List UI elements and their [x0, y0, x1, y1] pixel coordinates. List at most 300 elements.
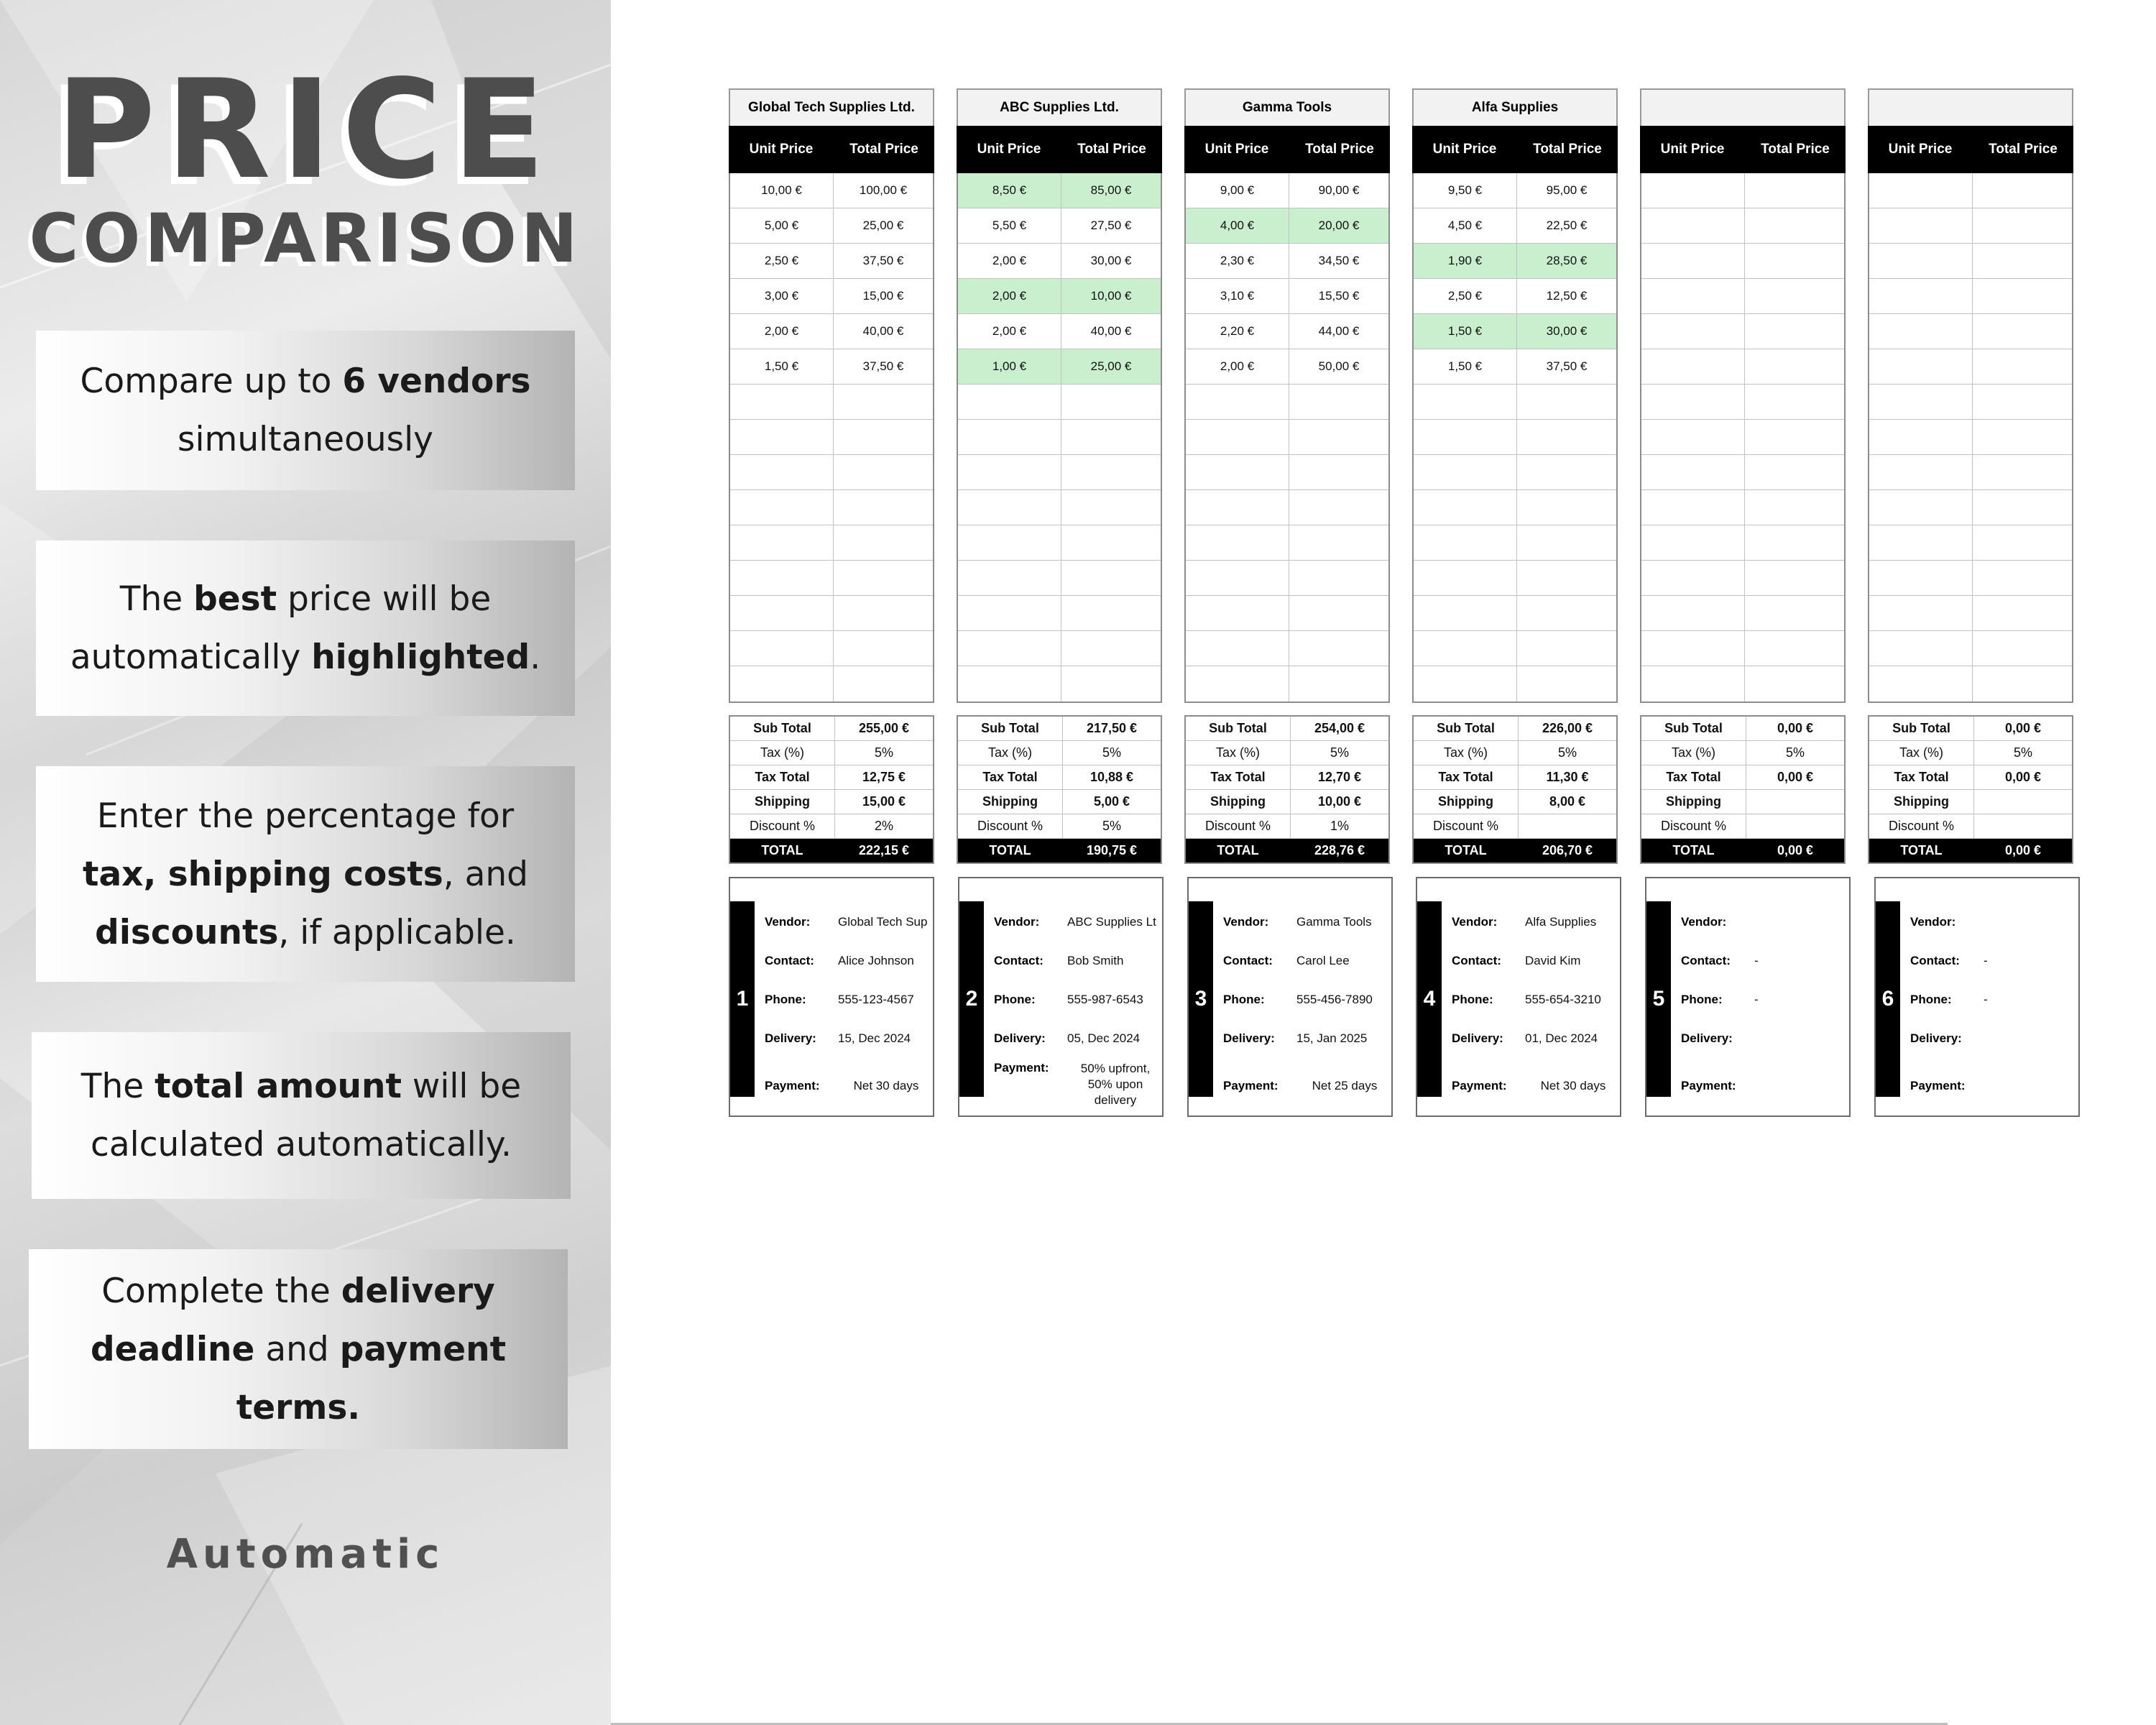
contact-phone-value[interactable]: 555-987-6543: [1067, 993, 1143, 1006]
total-price-cell[interactable]: [1973, 208, 2072, 244]
unit-price-cell[interactable]: [1869, 385, 1973, 420]
total-price-cell[interactable]: [1973, 666, 2072, 702]
vendor-6-name[interactable]: [1868, 88, 2073, 126]
total-price-cell[interactable]: [834, 596, 933, 631]
summary-row-discount: [1869, 814, 2072, 839]
total-price-cell[interactable]: 10,00 €: [1061, 279, 1161, 314]
total-price-cell[interactable]: 30,00 €: [1517, 314, 1616, 349]
total-price-cell[interactable]: 85,00 €: [1061, 173, 1161, 208]
total-price-cell[interactable]: 20,00 €: [1289, 208, 1388, 244]
table-row: [1414, 420, 1616, 455]
contact-delivery-value[interactable]: 15, Jan 2025: [1296, 1031, 1368, 1045]
total-price-cell[interactable]: [1289, 631, 1388, 666]
unit-price-cell[interactable]: [1641, 314, 1745, 349]
total-price-cell[interactable]: [834, 525, 933, 561]
summary-subtotal-value: 255,00 €: [858, 721, 910, 735]
unit-price-cell[interactable]: [730, 525, 834, 561]
unit-price-cell[interactable]: 2,50 €: [1414, 279, 1517, 314]
contact-contact-value[interactable]: -: [1984, 954, 1988, 967]
total-price-cell[interactable]: [1973, 279, 2072, 314]
unit-price-cell[interactable]: [1641, 208, 1745, 244]
summary-discount-value[interactable]: [1974, 814, 2072, 838]
unit-price-cell[interactable]: [730, 420, 834, 455]
unit-price-cell[interactable]: [1414, 666, 1517, 702]
summary-subtotal-label: Sub Total: [1186, 717, 1291, 740]
total-price-cell[interactable]: [1973, 244, 2072, 279]
unit-price-cell[interactable]: [1869, 208, 1973, 244]
unit-price-cell[interactable]: 3,10 €: [1186, 279, 1289, 314]
unit-price-cell[interactable]: [730, 561, 834, 596]
summary-shipping-value[interactable]: [1746, 790, 1844, 814]
total-price-cell[interactable]: [1745, 490, 1844, 525]
total-price-cell[interactable]: [1061, 561, 1161, 596]
unit-price-cell[interactable]: [1869, 631, 1973, 666]
total-price-cell[interactable]: [1289, 385, 1388, 420]
unit-price-cell[interactable]: 10,00 €: [730, 173, 834, 208]
feature-text-bold: highlighted: [311, 638, 530, 677]
total-price-cell[interactable]: [1973, 314, 2072, 349]
total-price-cell[interactable]: 34,50 €: [1289, 244, 1388, 279]
unit-price-cell[interactable]: [1186, 525, 1289, 561]
total-price-cell[interactable]: [1289, 420, 1388, 455]
total-price-cell[interactable]: [1061, 666, 1161, 702]
summary-discount-value[interactable]: 2%: [874, 819, 893, 833]
unit-price-cell[interactable]: [730, 596, 834, 631]
unit-price-cell[interactable]: [1414, 561, 1517, 596]
total-price-cell[interactable]: 25,00 €: [1061, 349, 1161, 385]
summary-shipping-value[interactable]: 5,00 €: [1093, 794, 1130, 809]
contact-contact-value[interactable]: Alice Johnson: [838, 954, 914, 967]
unit-price-cell[interactable]: 1,90 €: [1414, 244, 1517, 279]
unit-price-cell[interactable]: [958, 596, 1061, 631]
summary-tax-value[interactable]: 5%: [1330, 745, 1349, 760]
unit-price-cell[interactable]: [1869, 666, 1973, 702]
unit-price-cell[interactable]: [958, 561, 1061, 596]
unit-price-cell[interactable]: [1641, 490, 1745, 525]
total-price-cell[interactable]: [834, 385, 933, 420]
contact-payment-value[interactable]: Net 25 days: [1312, 1079, 1378, 1092]
summary-row-total: [1869, 839, 2072, 862]
total-price-cell[interactable]: [1973, 525, 2072, 561]
summary-row-subtotal: [730, 717, 933, 741]
unit-price-cell[interactable]: [730, 631, 834, 666]
unit-price-cell[interactable]: [1869, 349, 1973, 385]
summary-row-tax: [1869, 741, 2072, 765]
total-price-cell[interactable]: [1289, 561, 1388, 596]
unit-price-cell[interactable]: 9,00 €: [1186, 173, 1289, 208]
total-price-cell[interactable]: [1517, 561, 1616, 596]
table-row: [730, 490, 933, 525]
contact-row-payment: [1452, 1077, 1621, 1095]
contact-phone-value[interactable]: -: [1754, 993, 1759, 1006]
contact-vendor-value[interactable]: Gamma Tools: [1296, 915, 1372, 929]
contact-delivery-value[interactable]: 15, Dec 2024: [838, 1031, 911, 1045]
total-price-cell[interactable]: [1973, 349, 2072, 385]
unit-price-cell[interactable]: [1641, 666, 1745, 702]
unit-price-cell[interactable]: 5,50 €: [958, 208, 1061, 244]
total-price-cell[interactable]: [1061, 490, 1161, 525]
vendor-2-table: [957, 88, 1162, 703]
summary-shipping-label: Shipping: [730, 790, 835, 814]
total-price-cell[interactable]: [1289, 666, 1388, 702]
unit-price-cell[interactable]: [958, 455, 1061, 490]
unit-price-cell[interactable]: [1641, 631, 1745, 666]
total-price-cell[interactable]: [1289, 490, 1388, 525]
total-price-cell[interactable]: [1517, 631, 1616, 666]
summary-tax-value[interactable]: 5%: [874, 745, 893, 760]
unit-price-header: Unit Price: [1432, 142, 1497, 157]
total-price-cell[interactable]: [1517, 666, 1616, 702]
summary-discount-value[interactable]: [1746, 814, 1844, 838]
unit-price-cell[interactable]: [958, 666, 1061, 702]
unit-price-cell[interactable]: [1641, 561, 1745, 596]
unit-price-cell[interactable]: 2,00 €: [958, 314, 1061, 349]
summary-total-value: 190,75 €: [1086, 843, 1138, 857]
unit-price-cell[interactable]: [1414, 490, 1517, 525]
summary-shipping-value[interactable]: [1974, 790, 2072, 814]
total-price-cell[interactable]: [1745, 244, 1844, 279]
contact-row-payment: [1223, 1077, 1393, 1095]
unit-price-cell[interactable]: 2,00 €: [958, 279, 1061, 314]
total-price-cell[interactable]: 25,00 €: [834, 208, 933, 244]
contact-payment-label: Payment:: [994, 1061, 1049, 1075]
unit-price-cell[interactable]: [958, 490, 1061, 525]
unit-price-cell[interactable]: 9,50 €: [1414, 173, 1517, 208]
total-price-cell[interactable]: [834, 631, 933, 666]
total-price-cell[interactable]: 15,50 €: [1289, 279, 1388, 314]
total-price-cell[interactable]: [834, 666, 933, 702]
unit-price-cell[interactable]: [1641, 349, 1745, 385]
summary-discount-value[interactable]: 1%: [1330, 819, 1349, 833]
table-row: [1869, 314, 2072, 349]
table-row: [730, 208, 933, 244]
unit-price-cell[interactable]: [1414, 631, 1517, 666]
feature-text-bold: tax, shipping costs: [82, 854, 443, 894]
unit-price-cell[interactable]: [1641, 420, 1745, 455]
total-price-cell[interactable]: [1973, 561, 2072, 596]
total-price-cell[interactable]: [1517, 455, 1616, 490]
total-price-cell[interactable]: 44,00 €: [1289, 314, 1388, 349]
total-price-header: Total Price: [1761, 142, 1830, 157]
summary-discount-label: Discount %: [1186, 814, 1291, 838]
total-price-cell[interactable]: [1973, 490, 2072, 525]
total-price-cell[interactable]: [1745, 314, 1844, 349]
summary-total-label: TOTAL: [1869, 839, 1974, 862]
unit-price-cell[interactable]: [958, 385, 1061, 420]
total-price-cell[interactable]: [1973, 420, 2072, 455]
total-price-cell[interactable]: [1289, 455, 1388, 490]
unit-price-cell[interactable]: 1,50 €: [1414, 349, 1517, 385]
table-row: [730, 525, 933, 561]
total-price-cell[interactable]: 90,00 €: [1289, 173, 1388, 208]
unit-price-cell[interactable]: 2,00 €: [1186, 349, 1289, 385]
unit-price-cell[interactable]: [1641, 244, 1745, 279]
unit-price-cell[interactable]: [1414, 385, 1517, 420]
feature-card-highlight: [36, 540, 575, 716]
unit-price-cell[interactable]: [1641, 173, 1745, 208]
total-price-cell[interactable]: [1061, 420, 1161, 455]
unit-price-cell[interactable]: [1641, 525, 1745, 561]
total-price-cell[interactable]: [1745, 208, 1844, 244]
total-price-cell[interactable]: [1061, 631, 1161, 666]
unit-price-cell[interactable]: 2,00 €: [958, 244, 1061, 279]
total-price-cell[interactable]: [1745, 631, 1844, 666]
summary-tax-value[interactable]: 5%: [1557, 745, 1577, 760]
contact-phone-value[interactable]: -: [1984, 993, 1988, 1006]
unit-price-cell[interactable]: [958, 420, 1061, 455]
unit-price-cell[interactable]: [1869, 244, 1973, 279]
table-row: [1869, 244, 2072, 279]
table-row: [958, 666, 1161, 702]
contact-payment-value[interactable]: Net 30 days: [853, 1079, 919, 1092]
unit-price-cell[interactable]: [1869, 561, 1973, 596]
total-price-cell[interactable]: [1517, 490, 1616, 525]
contact-phone-value[interactable]: 555-654-3210: [1525, 993, 1601, 1006]
summary-tax-label: Tax (%): [958, 741, 1063, 765]
summary-discount-label: Discount %: [1641, 814, 1746, 838]
summary-discount-value[interactable]: [1519, 814, 1616, 838]
unit-price-cell[interactable]: [1641, 455, 1745, 490]
contact-vendor-value[interactable]: Alfa Supplies: [1525, 915, 1597, 929]
table-row: [958, 279, 1161, 314]
total-price-cell[interactable]: 37,50 €: [1517, 349, 1616, 385]
summary-discount-label: Discount %: [958, 814, 1063, 838]
total-price-cell[interactable]: [1973, 631, 2072, 666]
unit-price-cell[interactable]: [1414, 525, 1517, 561]
contact-row-payment: [1910, 1077, 2080, 1095]
vendor-1-name[interactable]: Global Tech Supplies Ltd.: [729, 88, 934, 126]
total-price-cell[interactable]: [1517, 385, 1616, 420]
summary-tax-total-value: 12,75 €: [862, 770, 906, 784]
contact-phone-value[interactable]: 555-123-4567: [838, 993, 914, 1006]
total-price-cell[interactable]: [1517, 525, 1616, 561]
unit-price-cell[interactable]: [958, 631, 1061, 666]
unit-price-cell[interactable]: [1641, 596, 1745, 631]
total-price-cell[interactable]: [834, 561, 933, 596]
total-price-cell[interactable]: 22,50 €: [1517, 208, 1616, 244]
summary-discount-value[interactable]: 5%: [1102, 819, 1121, 833]
unit-price-cell[interactable]: [1869, 525, 1973, 561]
unit-price-cell[interactable]: 4,00 €: [1186, 208, 1289, 244]
unit-price-cell[interactable]: [1869, 173, 1973, 208]
total-price-cell[interactable]: [1745, 420, 1844, 455]
summary-row-discount: [1641, 814, 1844, 839]
vendor-5-name[interactable]: [1640, 88, 1846, 126]
unit-price-cell[interactable]: [730, 666, 834, 702]
unit-price-cell[interactable]: [1869, 420, 1973, 455]
total-price-cell[interactable]: [1745, 279, 1844, 314]
total-price-cell[interactable]: 27,50 €: [1061, 208, 1161, 244]
feature-card-text: [57, 570, 553, 686]
unit-price-cell[interactable]: [1414, 596, 1517, 631]
total-price-cell[interactable]: [1745, 666, 1844, 702]
contact-contact-label: Contact:: [994, 954, 1044, 967]
total-price-cell[interactable]: [1289, 525, 1388, 561]
summary-subtotal-value: 217,50 €: [1086, 721, 1138, 735]
total-price-cell[interactable]: [1517, 596, 1616, 631]
unit-price-cell[interactable]: [1186, 666, 1289, 702]
vendor-4-name[interactable]: Alfa Supplies: [1412, 88, 1618, 126]
table-row: [958, 455, 1161, 490]
feature-text: , if applicable.: [278, 912, 516, 952]
promo-panel: [0, 0, 611, 1725]
summary-shipping-label: Shipping: [958, 790, 1063, 814]
summary-subtotal-label: Sub Total: [1869, 717, 1974, 740]
table-row: [730, 173, 933, 208]
vendor-1-summary: [729, 715, 934, 864]
total-price-cell[interactable]: [834, 490, 933, 525]
summary-row-tax: [730, 741, 933, 765]
unit-price-cell[interactable]: 1,50 €: [1414, 314, 1517, 349]
contact-vendor-value[interactable]: ABC Supplies Lt: [1067, 915, 1156, 929]
unit-price-cell[interactable]: [958, 525, 1061, 561]
summary-row-subtotal: [1186, 717, 1388, 741]
unit-price-cell[interactable]: [1869, 596, 1973, 631]
summary-shipping-value[interactable]: 10,00 €: [1317, 794, 1362, 809]
summary-tax-value[interactable]: 5%: [1102, 745, 1121, 760]
table-row: [1641, 490, 1844, 525]
table-row: [1869, 208, 2072, 244]
total-price-cell[interactable]: 30,00 €: [1061, 244, 1161, 279]
total-price-cell[interactable]: 95,00 €: [1517, 173, 1616, 208]
total-price-cell[interactable]: [1061, 525, 1161, 561]
table-row: [1869, 279, 2072, 314]
total-price-cell[interactable]: [1061, 385, 1161, 420]
total-price-cell[interactable]: 40,00 €: [1061, 314, 1161, 349]
total-price-header: Total Price: [1305, 142, 1374, 157]
unit-price-cell[interactable]: [730, 385, 834, 420]
contact-contact-label: Contact:: [1223, 954, 1273, 967]
unit-price-header: Unit Price: [1660, 142, 1725, 157]
feature-text: price will be automatically: [70, 579, 492, 677]
unit-price-cell[interactable]: [1186, 631, 1289, 666]
total-price-cell[interactable]: [1061, 596, 1161, 631]
contact-contact-value[interactable]: Bob Smith: [1067, 954, 1124, 967]
vendor-3-header: [1184, 126, 1390, 173]
unit-price-cell[interactable]: 8,50 €: [958, 173, 1061, 208]
contact-contact-value[interactable]: David Kim: [1525, 954, 1581, 967]
total-price-cell[interactable]: 40,00 €: [834, 314, 933, 349]
unit-price-cell[interactable]: [1641, 385, 1745, 420]
unit-price-cell[interactable]: [730, 455, 834, 490]
table-row: [1186, 349, 1388, 385]
unit-price-cell[interactable]: [1869, 455, 1973, 490]
total-price-cell[interactable]: [1973, 173, 2072, 208]
unit-price-cell[interactable]: [1186, 420, 1289, 455]
unit-price-cell[interactable]: [1414, 420, 1517, 455]
contact-payment-value[interactable]: Net 30 days: [1540, 1079, 1606, 1092]
contact-contact-value[interactable]: Carol Lee: [1296, 954, 1350, 967]
unit-price-cell[interactable]: [1186, 596, 1289, 631]
unit-price-cell[interactable]: 2,20 €: [1186, 314, 1289, 349]
table-row: [1414, 596, 1616, 631]
contact-contact-value[interactable]: -: [1754, 954, 1759, 967]
contact-delivery-value[interactable]: 05, Dec 2024: [1067, 1031, 1141, 1045]
total-price-cell[interactable]: 12,50 €: [1517, 279, 1616, 314]
table-row: [1186, 385, 1388, 420]
total-price-cell[interactable]: 37,50 €: [834, 349, 933, 385]
unit-price-cell[interactable]: [1186, 455, 1289, 490]
unit-price-cell[interactable]: [730, 490, 834, 525]
total-price-cell[interactable]: 15,00 €: [834, 279, 933, 314]
unit-price-cell[interactable]: [1414, 455, 1517, 490]
total-price-cell[interactable]: [1745, 385, 1844, 420]
summary-row-discount: [958, 814, 1161, 839]
unit-price-cell[interactable]: 5,00 €: [730, 208, 834, 244]
unit-price-cell[interactable]: 1,00 €: [958, 349, 1061, 385]
table-row: [1641, 420, 1844, 455]
contact-delivery-value[interactable]: 01, Dec 2024: [1525, 1031, 1598, 1045]
total-price-cell[interactable]: [1061, 455, 1161, 490]
contact-vendor-value[interactable]: Global Tech Sup: [838, 915, 928, 929]
unit-price-cell[interactable]: 2,00 €: [730, 314, 834, 349]
total-price-cell[interactable]: [834, 455, 933, 490]
vendor-number-badge: 2: [959, 901, 984, 1097]
total-price-cell[interactable]: [1745, 596, 1844, 631]
total-price-cell[interactable]: [1973, 455, 2072, 490]
table-row: [730, 314, 933, 349]
unit-price-cell[interactable]: [1186, 490, 1289, 525]
vendor-2-name[interactable]: ABC Supplies Ltd.: [957, 88, 1162, 126]
total-price-cell[interactable]: [1745, 349, 1844, 385]
summary-subtotal-label: Sub Total: [958, 717, 1063, 740]
contact-phone-value[interactable]: 555-456-7890: [1296, 993, 1373, 1006]
unit-price-cell[interactable]: 4,50 €: [1414, 208, 1517, 244]
table-row: [1186, 631, 1388, 666]
unit-price-cell[interactable]: [1641, 279, 1745, 314]
total-price-cell[interactable]: [1745, 173, 1844, 208]
contact-row-vendor: [1910, 913, 2080, 932]
summary-tax-value[interactable]: 5%: [1785, 745, 1805, 760]
table-row: [1414, 349, 1616, 385]
total-price-cell[interactable]: [1973, 385, 2072, 420]
summary-row-tax-total: [1414, 765, 1616, 790]
unit-price-cell[interactable]: 2,50 €: [730, 244, 834, 279]
unit-price-cell[interactable]: [1186, 385, 1289, 420]
unit-price-cell[interactable]: 3,00 €: [730, 279, 834, 314]
table-row: [1414, 631, 1616, 666]
unit-price-cell[interactable]: 1,50 €: [730, 349, 834, 385]
total-price-cell[interactable]: [834, 420, 933, 455]
unit-price-cell[interactable]: [1186, 561, 1289, 596]
total-price-cell[interactable]: 37,50 €: [834, 244, 933, 279]
total-price-cell[interactable]: [1289, 596, 1388, 631]
table-row: [1186, 596, 1388, 631]
vendor-3-name[interactable]: Gamma Tools: [1184, 88, 1390, 126]
table-row: [958, 208, 1161, 244]
contact-payment-value[interactable]: 50% upfront, 50% upon delivery: [1080, 1062, 1151, 1107]
total-price-cell[interactable]: [1745, 525, 1844, 561]
feature-text: , and: [443, 854, 528, 894]
unit-price-cell[interactable]: [1869, 279, 1973, 314]
total-price-cell[interactable]: 50,00 €: [1289, 349, 1388, 385]
summary-row-discount: [730, 814, 933, 839]
total-price-cell[interactable]: [1745, 561, 1844, 596]
contact-row-contact: [765, 952, 934, 970]
total-price-cell[interactable]: [1517, 420, 1616, 455]
summary-shipping-value[interactable]: 8,00 €: [1549, 794, 1586, 809]
table-row: [958, 385, 1161, 420]
summary-shipping-value[interactable]: 15,00 €: [862, 794, 906, 809]
total-price-cell[interactable]: 100,00 €: [834, 173, 933, 208]
total-price-cell[interactable]: 28,50 €: [1517, 244, 1616, 279]
unit-price-cell[interactable]: [1869, 314, 1973, 349]
unit-price-cell[interactable]: [1869, 490, 1973, 525]
total-price-cell[interactable]: [1973, 596, 2072, 631]
unit-price-cell[interactable]: 2,30 €: [1186, 244, 1289, 279]
total-price-cell[interactable]: [1745, 455, 1844, 490]
summary-tax-value[interactable]: 5%: [2013, 745, 2032, 760]
